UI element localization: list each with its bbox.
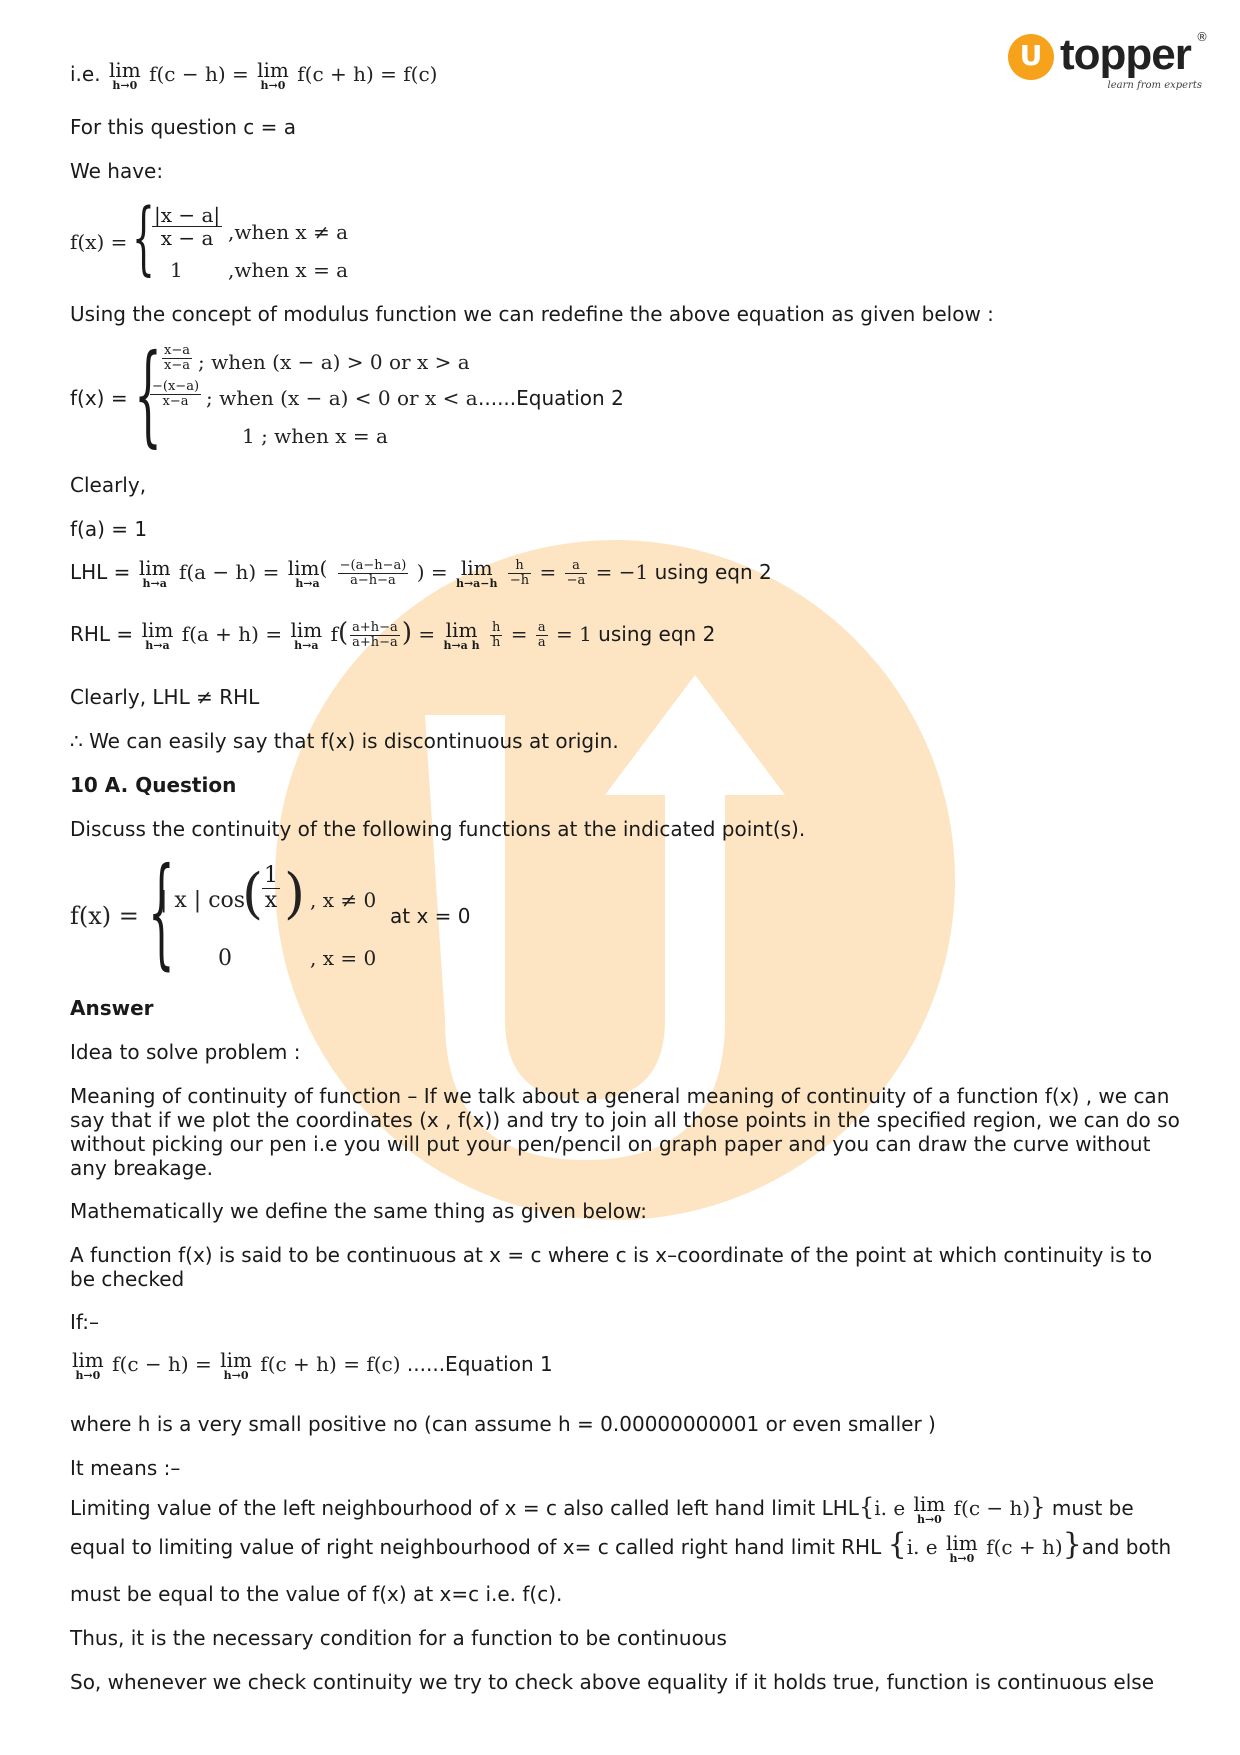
- logo-mark: U: [1008, 34, 1054, 80]
- lhl-explain-text: Limiting value of the left neighbourhood of x = c also called left hand limit LHL: [70, 1496, 859, 1520]
- rhl-fraction: $\frac{a+h-a}{a+h-a}$: [352, 619, 398, 650]
- q-fraction: $\frac{1}{x}$: [264, 863, 278, 914]
- limit-right: lim h→0: [257, 58, 289, 92]
- and-both-text: and both: [1081, 1535, 1172, 1559]
- left-brace: {: [132, 191, 155, 284]
- modulus-text: Using the concept of modulus function we can redefine the above equation as given below :: [70, 302, 994, 326]
- ie-2: i. e: [906, 1535, 938, 1559]
- so-whenever-text: So, whenever we check continuity we try to check above equality if it holds true, function is continuous else: [70, 1670, 1154, 1694]
- lhl-result: = −1: [595, 560, 649, 584]
- eq1-right: f(c + h) = f(c): [260, 1352, 401, 1376]
- question-text: Discuss the continuity of the following functions at the indicated point(s).: [70, 817, 806, 841]
- brace-close-1: }: [1030, 1493, 1046, 1521]
- eq1-limit-left: lim h→0: [72, 1348, 104, 1382]
- fx-label: f(x) =: [70, 230, 128, 254]
- thus-text: Thus, it is the necessary condition for a function to be continuous: [70, 1626, 727, 1650]
- fa-value: f(a) = 1: [70, 517, 148, 541]
- case1-fraction: $\frac{x-a}{x-a}$: [164, 343, 190, 374]
- clearly-text: Clearly,: [70, 473, 147, 497]
- question-function: [70, 843, 570, 982]
- lhl-limit: lim h→a: [138, 556, 171, 590]
- q-abs-cos: | x | cos: [160, 888, 246, 913]
- value-one: 1: [170, 258, 183, 282]
- ie-1: i. e: [874, 1496, 906, 1520]
- case1-condition: ; when (x − a) > 0 or x > a: [198, 350, 470, 374]
- fx-label-2: f(x) =: [70, 386, 128, 410]
- rhl-explain-text: equal to limiting value of right neighbourhood of x= c called right hand limit RHL: [70, 1535, 882, 1559]
- explain-limit-1: lim h→0: [913, 1492, 946, 1526]
- meaning-paragraph: Meaning of continuity of function – If we talk about a general meaning of continuity of a function f(x) , we can say that if we plot the coordinates (x , f(x)) and try to join all those points in the specified region, we can do so without picking our pen i.e you will put your pen/pencil on graph paper and you can draw the curve without any breakage.: [70, 1084, 1180, 1180]
- cond-eq: ,when x = a: [228, 258, 349, 282]
- question-heading: 10 A. Question: [70, 773, 237, 797]
- equation-2-label: ......Equation 2: [478, 386, 624, 410]
- piecewise-definition: [70, 191, 470, 286]
- lhl-limit-3: lim h→a−h: [455, 556, 498, 590]
- if-text: If:–: [70, 1310, 99, 1334]
- rhl-open-paren: (: [337, 618, 349, 648]
- logo-name: topper: [1060, 30, 1191, 79]
- left-brace-2: {: [134, 330, 162, 458]
- q-fx-label: f(x) =: [70, 902, 139, 930]
- rhl-using: using eqn 2: [598, 622, 716, 646]
- rhl-explanation: [70, 1527, 1172, 1565]
- rhl-h-fraction: $\frac{h}{h}$: [491, 619, 501, 650]
- lhl-prefix: LHL =: [70, 560, 131, 584]
- registered-mark: ®: [1196, 30, 1208, 44]
- q-open-paren: (: [242, 862, 264, 925]
- rhl-close-paren: ): [401, 618, 412, 648]
- case2-condition: ; when (x − a) < 0 or x < a: [206, 386, 478, 410]
- rhl-result: = 1: [555, 622, 592, 646]
- brace-open-1: {: [858, 1493, 875, 1521]
- rhl-prefix: RHL =: [70, 622, 134, 646]
- logo-tagline: learn from experts: [1107, 80, 1202, 91]
- abs-fraction: $\frac{|x - a|}{x - a}$: [154, 203, 221, 250]
- mathematically-text: Mathematically we define the same thing as given below:: [70, 1199, 648, 1223]
- q-condition-1: , x ≠ 0: [310, 888, 377, 912]
- topper-logo: [1008, 30, 1208, 100]
- lhl-fraction: $\frac{-(a-h-a)}{a-h-a}$: [339, 557, 407, 588]
- lhl-fah: f(a − h) =: [178, 560, 280, 584]
- eq-left: f(c − h) =: [149, 62, 249, 86]
- eq1-left: f(c − h) =: [112, 1352, 212, 1376]
- rhl-a-fraction: $\frac{a}{a}$: [537, 619, 546, 650]
- continuity-condition-line: [70, 60, 437, 91]
- must-be-text: must be: [1051, 1496, 1134, 1520]
- function-definition: A function f(x) is said to be continuous at x = c where c is x–coordinate of the point at which continuity is to be checked: [70, 1243, 1153, 1291]
- where-h-text: where h is a very small positive no (can assume h = 0.00000000001 or even smaller ): [70, 1412, 936, 1436]
- brace-close-2: }: [1062, 1527, 1082, 1562]
- equation-1-label: ......Equation 1: [406, 1352, 553, 1376]
- q-zero: 0: [218, 946, 232, 971]
- limit-left: lim h→0: [108, 58, 141, 92]
- it-means-text: It means :–: [70, 1456, 181, 1480]
- lhl-a-fraction: $\frac{a}{-a}$: [566, 557, 586, 588]
- explain-limit-2: lim h→0: [946, 1531, 978, 1565]
- rhl-limit: lim h→a: [141, 618, 174, 652]
- conclusion-text: ∴ We can easily say that f(x) is discontinuous at origin.: [70, 729, 619, 753]
- ie-prefix: i.e.: [70, 62, 101, 86]
- fcph: f(c + h): [986, 1535, 1063, 1559]
- cond-neq: ,when x ≠ a: [228, 220, 349, 244]
- fch: f(c − h): [953, 1496, 1031, 1520]
- equation-1-line: [70, 1350, 553, 1381]
- eq-right: f(c + h) = f(c): [297, 62, 438, 86]
- rhl-eq-2: =: [510, 622, 528, 646]
- rhl-line: [70, 620, 715, 651]
- rhl-f: f: [330, 622, 338, 646]
- lhl-eq: =: [539, 560, 557, 584]
- brace-open-2: {: [887, 1527, 907, 1562]
- idea-text: Idea to solve problem :: [70, 1040, 301, 1064]
- we-have-text: We have:: [70, 159, 164, 183]
- lhl-neq-rhl: Clearly, LHL ≠ RHL: [70, 685, 260, 709]
- lhl-explanation: [70, 1494, 1134, 1525]
- lhl-using: using eqn 2: [654, 560, 772, 584]
- lhl-line: [70, 558, 772, 589]
- rhl-fah: f(a + h) =: [181, 622, 283, 646]
- rhl-limit-2: lim h→a: [290, 618, 323, 652]
- rhl-limit-3: lim h→a h: [443, 618, 480, 652]
- case2-fraction: $\frac{-(x-a)}{x-a}$: [152, 379, 200, 410]
- answer-heading: Answer: [70, 996, 154, 1020]
- for-question-text: For this question c = a: [70, 115, 296, 139]
- lhl-close: ) =: [416, 560, 448, 584]
- q-left-brace: {: [148, 843, 175, 982]
- lhl-h-fraction: $\frac{h}{-h}$: [509, 557, 530, 588]
- eq1-limit-right: lim h→0: [220, 1348, 252, 1382]
- q-close-paren: ): [284, 862, 306, 925]
- must-equal-text: must be equal to the value of f(x) at x=c i.e. f(c).: [70, 1582, 563, 1606]
- q-at-point: at x = 0: [390, 904, 471, 928]
- lhl-limit-2: lim( h→a: [287, 556, 328, 590]
- piecewise-redefinition: [70, 330, 710, 458]
- rhl-eq: =: [418, 622, 436, 646]
- q-condition-2: , x = 0: [310, 946, 377, 970]
- case3: 1 ; when x = a: [242, 424, 388, 448]
